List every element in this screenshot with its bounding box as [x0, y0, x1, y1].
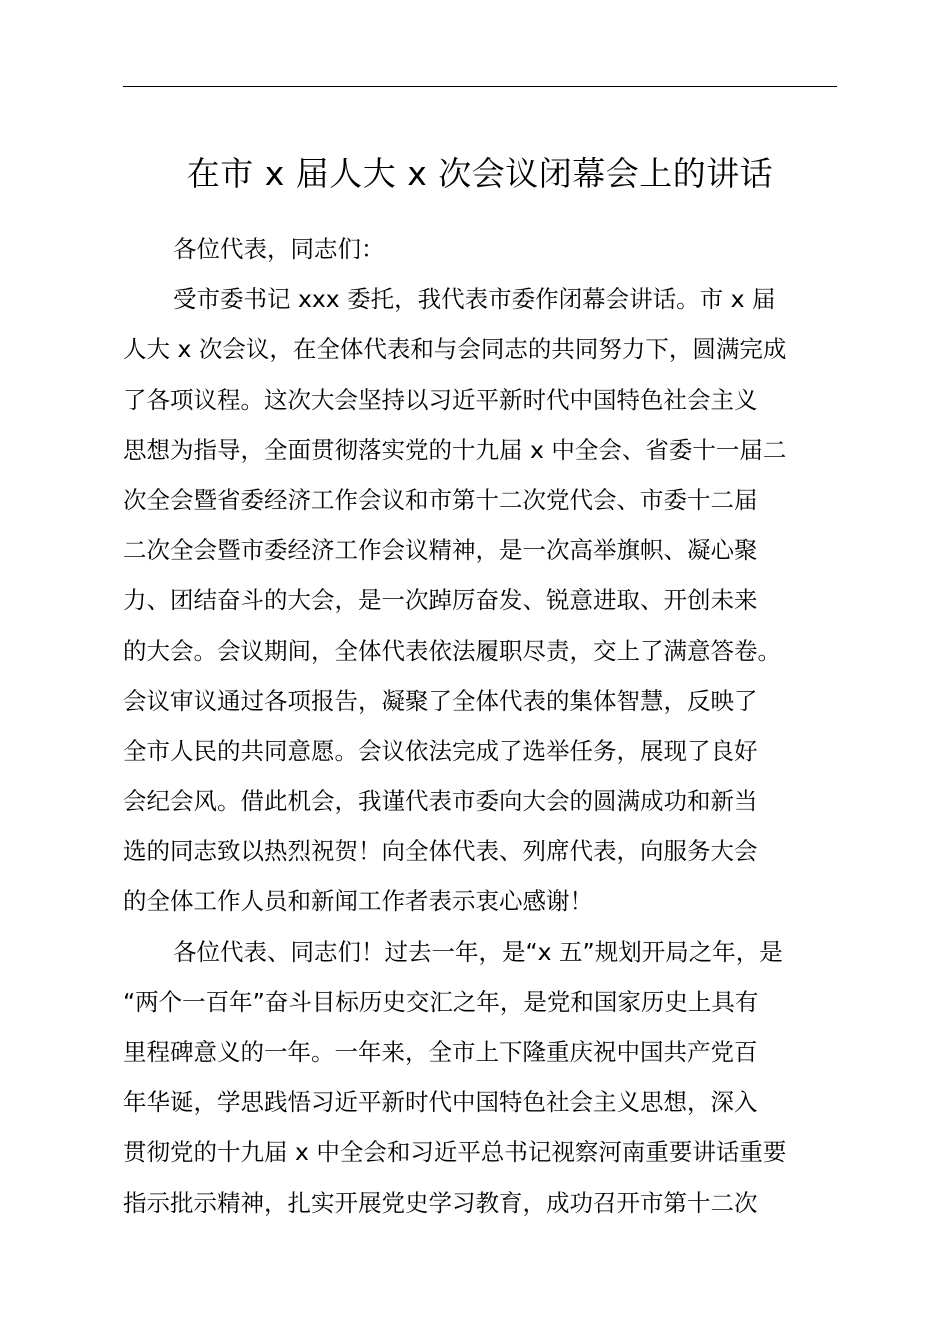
salutation: 各位代表，同志们：	[173, 235, 385, 263]
paragraph-line: 会议审议通过各项报告，凝聚了全体代表的集体智慧，反映了	[123, 686, 758, 715]
paragraph-line: 选的同志致以热烈祝贺！向全体代表、列席代表，向服务大会	[123, 837, 758, 866]
paragraph-line: 力、团结奋斗的大会，是一次踔厉奋发、锐意进取、开创未来	[123, 586, 758, 615]
paragraph-line: 的大会。会议期间，全体代表依法履职尽责，交上了满意答卷。	[123, 636, 781, 665]
paragraph-line: 了各项议程。这次大会坚持以习近平新时代中国特色社会主义	[123, 385, 758, 414]
header-rule	[123, 86, 837, 87]
paragraph-line: 会纪会风。借此机会，我谨代表市委向大会的圆满成功和新当	[123, 787, 758, 816]
paragraph-line: “两个一百年”奋斗目标历史交汇之年，是党和国家历史上具有	[123, 987, 759, 1016]
document-title: 在市 x 届人大 x 次会议闭幕会上的讲话	[186, 154, 774, 193]
paragraph-line: 各位代表、同志们！过去一年，是“x 五”规划开局之年，是	[173, 937, 783, 966]
paragraph-line: 指示批示精神，扎实开展党史学习教育，成功召开市第十二次	[123, 1188, 758, 1217]
document-body	[123, 224, 837, 1228]
paragraph-line: 的全体工作人员和新闻工作者表示衷心感谢！	[123, 887, 593, 916]
paragraph-line: 二次全会暨市委经济工作会议精神，是一次高举旗帜、凝心聚	[123, 536, 758, 565]
paragraph-line: 思想为指导，全面贯彻落实党的十九届 x 中全会、省委十一届二	[123, 435, 787, 464]
paragraph-line: 里程碑意义的一年。一年来，全市上下隆重庆祝中国共产党百	[123, 1038, 758, 1066]
paragraph-line: 年华诞，学思践悟习近平新时代中国特色社会主义思想，深入	[123, 1088, 758, 1117]
paragraph-line: 受市委书记 xxx 委托，我代表市委作闭幕会讲话。市 x 届	[173, 285, 776, 314]
paragraph-line: 人大 x 次会议，在全体代表和与会同志的共同努力下，圆满完成	[123, 335, 787, 364]
paragraph-line: 次全会暨省委经济工作会议和市第十二次党代会、市委十二届	[123, 485, 758, 514]
paragraph-line: 贯彻党的十九届 x 中全会和习近平总书记视察河南重要讲话重要	[123, 1138, 787, 1167]
paragraph-line: 全市人民的共同意愿。会议依法完成了选举任务，展现了良好	[123, 736, 758, 765]
